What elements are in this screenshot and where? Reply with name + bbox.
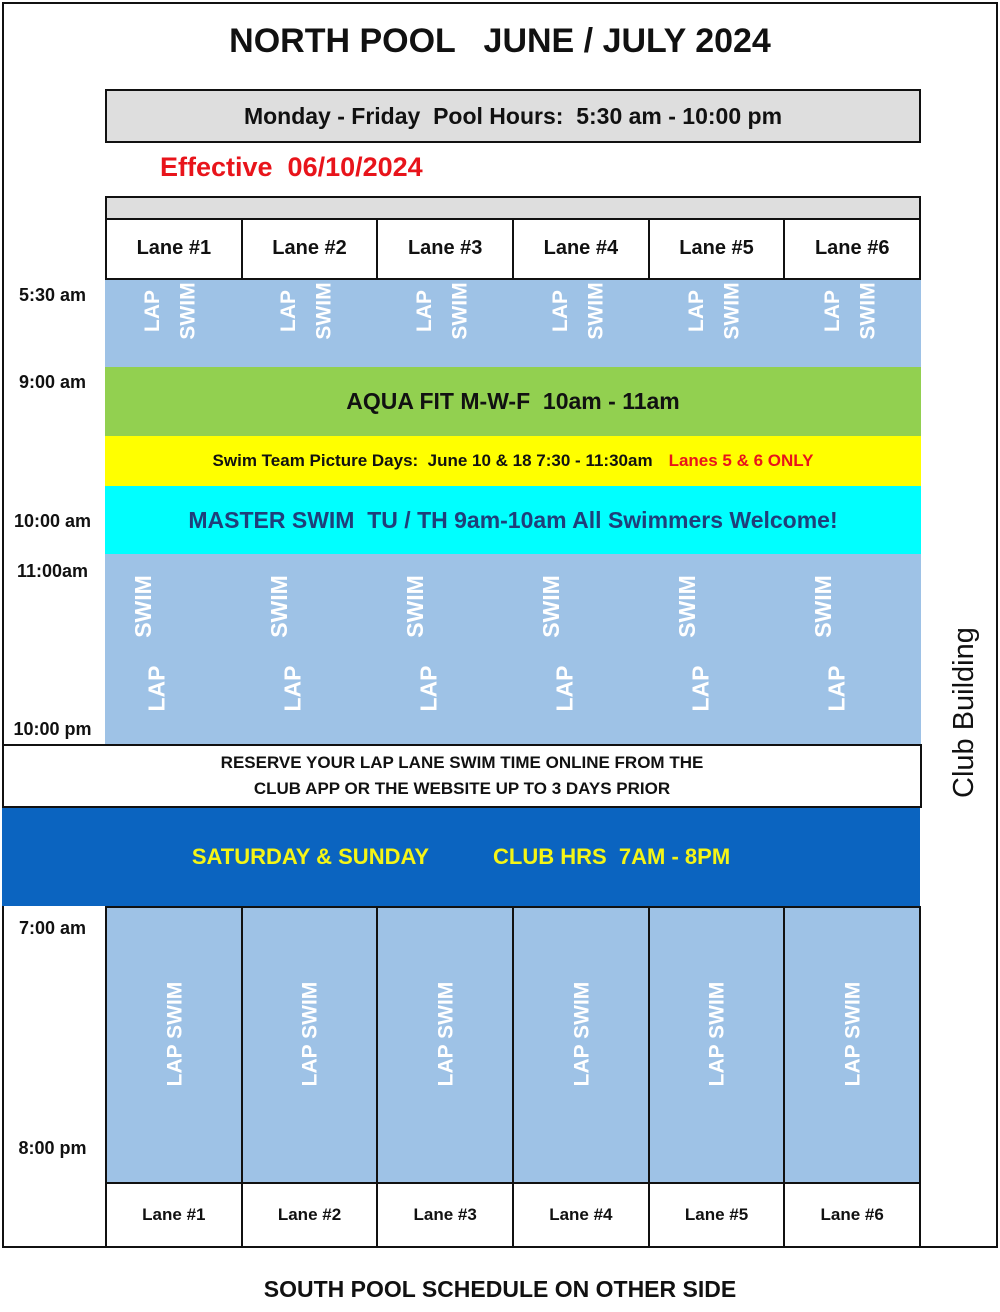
header-divider-bar	[105, 196, 921, 220]
lane-header-2: Lane #2	[241, 218, 377, 278]
time-label-700am: 7:00 am	[18, 918, 87, 938]
lap-swim-text: LAP SWIM	[434, 981, 458, 1087]
time-label-530am: 5:30 am	[18, 285, 87, 305]
morning-lane-5	[649, 280, 785, 367]
weekend-hours-banner	[2, 808, 920, 906]
weekend-lap-swim-grid	[105, 906, 921, 1184]
page-title: NORTH POOL JUNE / JULY 2024	[229, 22, 771, 60]
weekend-days: SATURDAY & SUNDAY	[191, 844, 430, 869]
lap-swim-text: LAP SWIM	[162, 981, 186, 1087]
notice-line-2: CLUB APP OR THE WEBSITE UP TO 3 DAYS PRIOR	[253, 779, 671, 798]
lap-text: LAP	[823, 665, 850, 711]
morning-lane-4	[513, 280, 649, 367]
morning-lane-2	[241, 280, 377, 367]
day-lap-swim-block	[105, 554, 921, 744]
lane-footer-4: Lane #4	[512, 1184, 648, 1246]
lane-footer-row	[105, 1182, 921, 1248]
day-lane-1	[105, 554, 241, 744]
lap-text: LAP	[141, 290, 164, 332]
lap-text: LAP	[279, 665, 306, 711]
lane-footer-1: Lane #1	[142, 1205, 206, 1224]
swim-text: SWIM	[720, 282, 744, 340]
weekend-lane-3	[376, 908, 512, 1182]
notice-line-1: RESERVE YOUR LAP LANE SWIM TIME ONLINE FROM THE	[220, 753, 704, 772]
time-label-1000pm: 10:00 pm	[13, 719, 92, 739]
weekend-lane-1	[107, 908, 241, 1182]
morning-lap-swim-block	[105, 280, 921, 367]
weekend-lane-6	[783, 908, 919, 1182]
lap-text: LAP	[413, 290, 436, 332]
lane-header-6: Lane #6	[783, 218, 919, 278]
lap-text: LAP	[687, 665, 714, 711]
lane-header-row	[105, 218, 921, 280]
lane-footer-5: Lane #5	[648, 1184, 784, 1246]
lap-swim-text: LAP SWIM	[298, 981, 322, 1087]
club-building-label: Club Building	[948, 627, 980, 798]
day-lane-4	[513, 554, 649, 744]
swim-text: SWIM	[584, 282, 608, 340]
time-label-1000am: 10:00 am	[13, 511, 92, 531]
swim-text: SWIM	[809, 574, 836, 638]
lane-footer-6: Lane #6	[783, 1184, 919, 1246]
aqua-fit-band: AQUA FIT M-W-F 10am - 11am	[105, 367, 921, 436]
lap-swim-text: LAP SWIM	[569, 981, 593, 1087]
swim-text: SWIM	[537, 574, 564, 638]
lap-text: LAP	[143, 665, 170, 711]
time-label-1100am: 11:00am	[16, 561, 89, 581]
lap-text: LAP	[277, 290, 300, 332]
morning-lane-3	[377, 280, 513, 367]
weekday-hours-banner: Monday - Friday Pool Hours: 5:30 am - 10:00 pm	[105, 89, 921, 143]
lap-text: LAP	[551, 665, 578, 711]
morning-lane-1	[105, 280, 241, 367]
swim-text: SWIM	[448, 282, 472, 340]
time-label-900am: 9:00 am	[18, 372, 87, 392]
picture-days-text: Swim Team Picture Days: June 10 & 18 7:30 - 11:30am	[212, 451, 653, 470]
effective-date: Effective 06/10/2024	[160, 152, 423, 182]
lane-header-5: Lane #5	[648, 218, 784, 278]
lap-text: LAP	[549, 290, 572, 332]
reservation-notice	[2, 744, 922, 808]
swim-text: SWIM	[312, 282, 336, 340]
morning-lane-6	[785, 280, 921, 367]
weekend-club-hours: CLUB HRS 7AM - 8PM	[493, 844, 731, 869]
lane-header-1: Lane #1	[136, 236, 212, 259]
lane-header-4: Lane #4	[512, 218, 648, 278]
swim-text: SWIM	[673, 574, 700, 638]
lap-text: LAP	[415, 665, 442, 711]
time-label-800pm: 8:00 pm	[18, 1138, 87, 1158]
day-lane-3	[377, 554, 513, 744]
lap-text: LAP	[821, 290, 844, 332]
picture-days-lanes: Lanes 5 & 6 ONLY	[668, 451, 814, 470]
master-swim-band: MASTER SWIM TU / TH 9am-10am All Swimmers Welcome!	[105, 486, 921, 554]
swim-text: SWIM	[856, 282, 880, 340]
day-lane-5	[649, 554, 785, 744]
south-pool-footer-note: SOUTH POOL SCHEDULE ON OTHER SIDE	[263, 1276, 737, 1302]
lap-swim-text: LAP SWIM	[841, 981, 865, 1087]
lap-swim-text: LAP SWIM	[705, 981, 729, 1087]
lane-footer-3: Lane #3	[376, 1184, 512, 1246]
weekend-lane-2	[241, 908, 377, 1182]
picture-days-band	[105, 436, 921, 486]
lane-footer-2: Lane #2	[241, 1184, 377, 1246]
weekend-lane-5	[648, 908, 784, 1182]
day-lane-2	[241, 554, 377, 744]
weekend-lane-4	[512, 908, 648, 1182]
swim-text: SWIM	[265, 574, 292, 638]
lane-header-3: Lane #3	[376, 218, 512, 278]
swim-text: SWIM	[401, 574, 428, 638]
day-lane-6	[785, 554, 921, 744]
swim-text: SWIM	[176, 282, 200, 340]
lap-text: LAP	[685, 290, 708, 332]
swim-text: SWIM	[129, 574, 156, 638]
